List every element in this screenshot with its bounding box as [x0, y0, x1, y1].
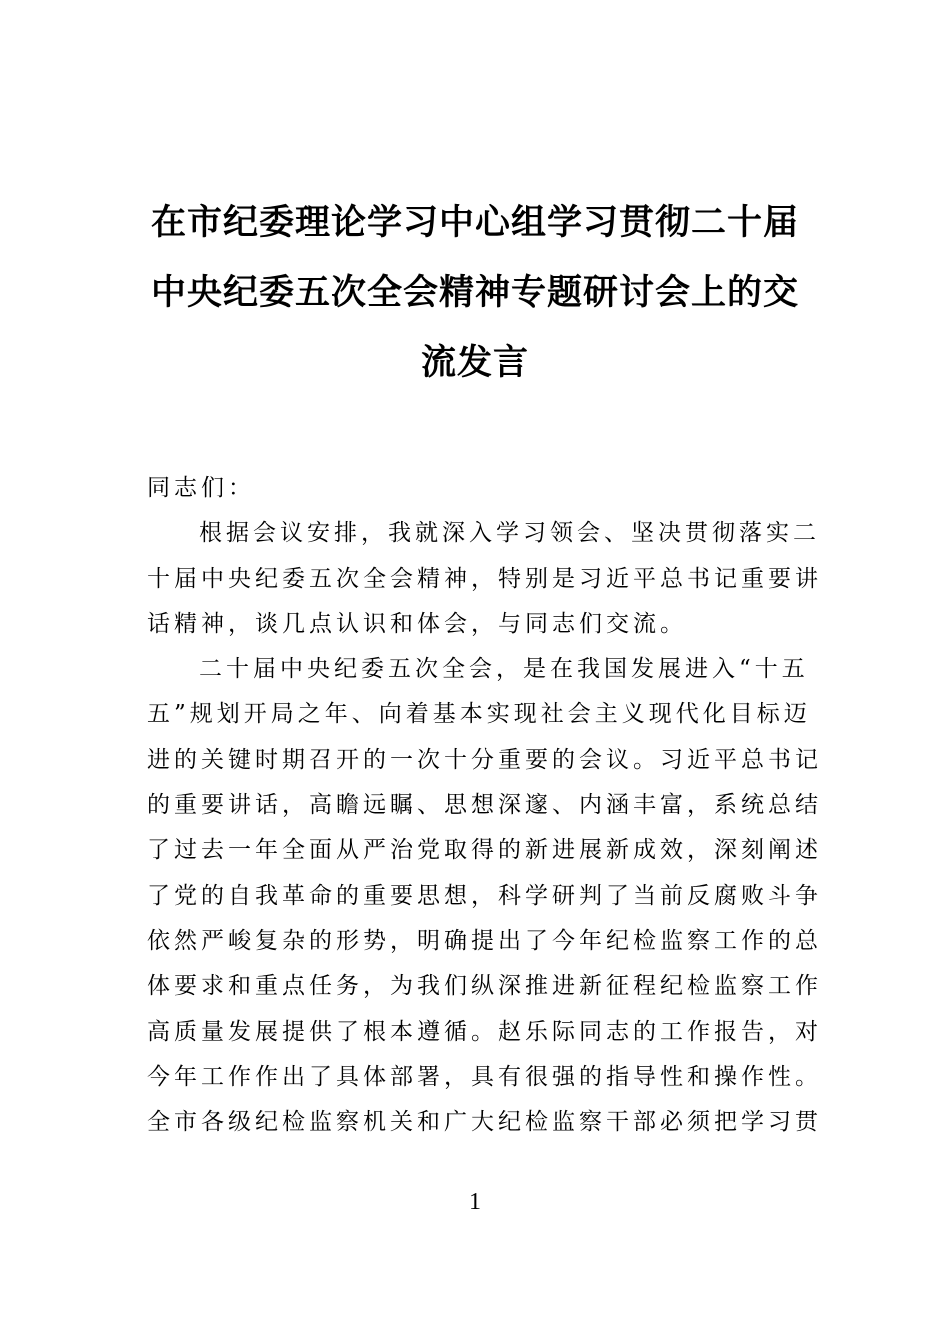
salutation [147, 466, 807, 511]
paragraph-line: 了过去一年全面从严治党取得的新进展新成效，深刻阐述 [147, 837, 822, 864]
paragraph-line: 五”规划开局之年、向着基本实现社会主义现代化目标迈 [147, 701, 811, 728]
title-line: 流发言 [420, 342, 529, 383]
paragraph-line: 了党的自我革命的重要思想，科学研判了当前反腐败斗争 [147, 882, 822, 909]
salutation-text: 同志们： [147, 475, 255, 501]
document-body [147, 466, 822, 1145]
paragraph-line: 高质量发展提供了根本遵循。赵乐际同志的工作报告，对 [147, 1018, 822, 1045]
paragraph-line: 今年工作作出了具体部署，具有很强的指导性和操作性。 [147, 1063, 822, 1090]
paragraph-1 [147, 511, 822, 647]
paragraph-2 [147, 647, 822, 1145]
paragraph-line: 进的关键时期召开的一次十分重要的会议。习近平总书记 [147, 746, 822, 773]
document-title [140, 188, 810, 398]
title-line: 在市纪委理论学习中心组学习贯彻二十届 [150, 202, 799, 243]
paragraph-line: 体要求和重点任务，为我们纵深推进新征程纪检监察工作 [147, 973, 822, 1000]
paragraph-line: 根据会议安排，我就深入学习领会、坚决贯彻落实二 [199, 520, 820, 547]
title-line: 中央纪委五次全会精神专题研讨会上的交 [150, 272, 799, 313]
paragraph-line: 依然严峻复杂的形势，明确提出了今年纪检监察工作的总 [147, 927, 822, 954]
paragraph-line: 全市各级纪检监察机关和广大纪检监察干部必须把学习贯 [147, 1109, 822, 1136]
paragraph-line: 的重要讲话，高瞻远瞩、思想深邃、内涵丰富，系统总结 [147, 792, 822, 819]
paragraph-line: 二十届中央纪委五次全会，是在我国发展进入“十五 [199, 656, 809, 683]
page-number: 1 [469, 1189, 481, 1215]
paragraph-line: 话精神，谈几点认识和体会，与同志们交流。 [147, 610, 687, 637]
paragraph-line: 十届中央纪委五次全会精神，特别是习近平总书记重要讲 [147, 565, 822, 592]
